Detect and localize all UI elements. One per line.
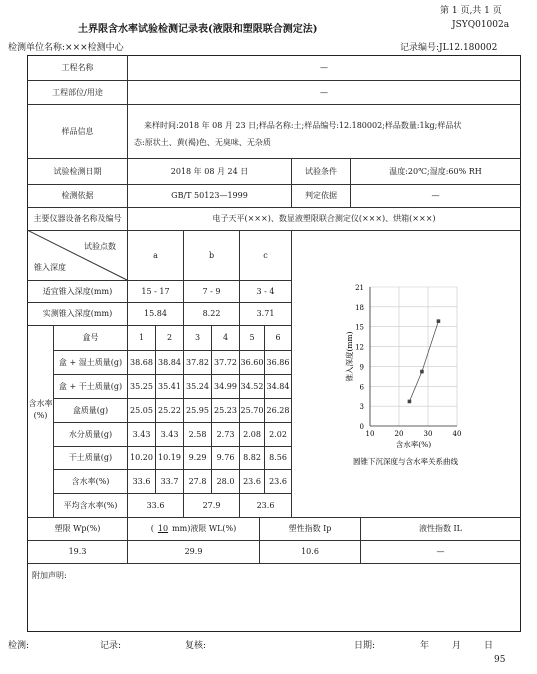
org-label: 检测单位名称: [8, 43, 66, 53]
footer-year: 年 [420, 641, 430, 651]
basis-label: 检测依据 [61, 191, 94, 200]
moisture-group-unit: (%) [33, 411, 48, 420]
test-date-label: 试验检测日期 [53, 166, 102, 176]
box-no-5: 5 [249, 333, 255, 342]
il-value: — [436, 547, 445, 556]
form-code: JSYQ01002a [452, 20, 510, 30]
data-point [420, 370, 424, 374]
water-mass-6: 2.02 [269, 429, 287, 439]
part-label: 工程部位/用途 [52, 87, 103, 97]
org-value: ×××检测中心 [65, 43, 124, 53]
box-no-1: 1 [138, 333, 145, 342]
footer-record: 记录: [100, 641, 122, 651]
basis-value: GB/T 50123—1999 [171, 191, 248, 200]
y-tick-label: 18 [355, 303, 364, 312]
ip-label: 塑性指数 Ip [288, 524, 332, 533]
moisture-label: 含水率(%) [71, 476, 110, 486]
wet-mass-label: 盒 + 湿土质量(g) [58, 357, 123, 367]
box-no-label: 盒号 [82, 333, 99, 342]
wl-label [128, 518, 259, 540]
footer-review: 复核: [185, 641, 207, 651]
dry-box-mass-1: 35.25 [130, 381, 153, 391]
dry-soil-mass-1: 10.20 [130, 453, 153, 462]
wet-mass-4: 37.72 [214, 357, 237, 367]
dry-soil-mass-6: 8.56 [269, 453, 287, 462]
data-point [408, 400, 412, 404]
page-number: 95 [494, 655, 506, 665]
data-point [437, 319, 441, 323]
moisture-1: 33.6 [132, 476, 151, 486]
footer-date: 日期: [354, 641, 376, 651]
corner-bottom: 锥入深度 [34, 263, 66, 272]
wl-label-post: mm)液限 WL(%) [172, 524, 237, 533]
box-mass-5: 25.70 [240, 405, 264, 415]
wet-mass-1: 38.68 [130, 357, 153, 367]
box-no-6: 6 [275, 333, 281, 342]
wl-label-pre: ( [150, 524, 154, 533]
dry-box-mass-6: 34.84 [266, 381, 290, 391]
meas-depth-label: 实测锥入深度(mm) [42, 309, 113, 318]
moisture-group-label [28, 398, 53, 422]
footer-month: 月 [452, 641, 462, 651]
y-tick-label: 12 [355, 343, 364, 352]
ip-value: 10.6 [301, 547, 319, 556]
judge-label: 判定依据 [305, 191, 337, 200]
dry-soil-mass-2: 10.19 [158, 453, 181, 462]
wet-mass-6: 36.86 [266, 357, 290, 367]
meas-depth-a: 15.84 [144, 309, 167, 318]
test-date-value: 2018 年 08 月 24 日 [170, 166, 249, 176]
dry-soil-mass-5: 8.82 [243, 453, 261, 462]
wl-depth: 10 [157, 524, 169, 533]
footer-day: 日 [484, 641, 494, 651]
box-no-4: 4 [222, 333, 229, 342]
avg-moisture-label: 平均含水率(%) [63, 500, 118, 510]
box-no-2: 2 [166, 333, 173, 342]
corner-diagonal [27, 230, 128, 281]
suit-depth-label: 适宜锥入深度(mm) [42, 286, 113, 296]
equipment-value: 电子天平(×××)、数显液塑限联合测定仪(×××)、烘箱(×××) [212, 214, 436, 223]
page-title: 土界限含水率试验检测记录表(液限和塑限联合测定法) [78, 24, 318, 35]
record-no-value: JL12.180002 [439, 43, 498, 53]
point-c: c [263, 250, 268, 260]
condition-label: 试验条件 [305, 166, 337, 176]
depth-moisture-chart [292, 231, 520, 517]
wp-value: 19.3 [68, 547, 87, 556]
water-mass-label: 水分质量(g) [68, 429, 113, 439]
y-tick-label: 3 [359, 403, 364, 412]
wl-value: 29.9 [184, 547, 203, 556]
suit-depth-b: 7 - 9 [202, 286, 221, 296]
sample-value [134, 117, 518, 151]
y-tick-label: 15 [355, 323, 364, 332]
remarks-label: 附加声明: [32, 571, 67, 580]
dry-box-mass-4: 34.99 [214, 381, 237, 391]
corner-top: 试验点数 [84, 242, 116, 251]
wet-mass-5: 36.60 [240, 357, 264, 367]
moisture-group-title: 含水率 [28, 399, 53, 408]
y-axis-label: 锥入深度(mm) [345, 331, 354, 382]
box-mass-1: 25.05 [130, 405, 153, 415]
box-mass-3: 25.95 [186, 405, 209, 415]
sample-value-line1: 来样时间:2018 年 08 月 23 日;样品名称:土;样品编号:12.180002;样品数量:1kg;样品状 [144, 121, 462, 130]
y-tick-label: 9 [359, 363, 364, 372]
sample-value-line2: 态:原状土、黄(褐)色、无臭味、无杂质 [134, 138, 271, 147]
project-name-value: — [320, 63, 328, 72]
x-tick-label: 30 [423, 430, 433, 438]
sample-label: 样品信息 [61, 126, 94, 136]
x-tick-label: 20 [394, 430, 404, 438]
dry-soil-mass-3: 9.29 [188, 453, 207, 462]
box-no-3: 3 [194, 333, 201, 342]
equipment-label: 主要仪器设备名称及编号 [33, 214, 122, 223]
il-label: 液性指数 IL [418, 524, 462, 533]
moisture-3: 27.8 [188, 476, 207, 486]
water-mass-3: 2.58 [188, 429, 207, 439]
moisture-6: 23.6 [269, 476, 287, 486]
part-value: — [320, 87, 328, 97]
dry-soil-mass-4: 9.76 [216, 453, 235, 462]
avg-moisture-b: 27.9 [202, 500, 221, 510]
water-mass-1: 3.43 [132, 429, 151, 439]
box-mass-label: 盒质量(g) [72, 405, 109, 415]
water-mass-2: 3.43 [160, 429, 179, 439]
page-info: 第 1 页,共 1 页 [440, 6, 502, 16]
x-axis-label: 含水率(%) [395, 440, 432, 449]
y-tick-label: 21 [355, 284, 364, 292]
box-mass-2: 25.22 [158, 405, 181, 415]
point-b: b [208, 250, 215, 260]
y-tick-label: 6 [359, 383, 364, 392]
water-mass-4: 2.73 [216, 429, 235, 439]
meas-depth-b: 8.22 [202, 309, 221, 318]
judge-value: — [431, 191, 440, 200]
box-mass-4: 25.23 [214, 405, 237, 415]
dry-box-mass-5: 34.52 [240, 381, 264, 391]
record-no [400, 40, 497, 53]
wp-label: 塑限 Wp(%) [54, 524, 101, 533]
dry-soil-mass-label: 干土质量(g) [68, 453, 113, 462]
moisture-4: 28.0 [216, 476, 235, 486]
avg-moisture-a: 33.6 [146, 500, 165, 510]
suit-depth-c: 3 - 4 [256, 286, 275, 296]
box-mass-6: 26.28 [266, 405, 290, 415]
dry-box-mass-label: 盒 + 干土质量(g) [58, 381, 123, 391]
wet-mass-3: 37.82 [186, 357, 209, 367]
chart-title: 圆锥下沉深度与含水率关系曲线 [353, 457, 458, 466]
footer-inspect: 检测: [8, 641, 30, 651]
condition-value: 温度:20℃;湿度:60% RH [389, 166, 482, 176]
dry-box-mass-2: 35.41 [158, 381, 181, 391]
point-a: a [153, 250, 158, 260]
moisture-5: 23.6 [243, 476, 261, 486]
y-tick-label: 0 [359, 423, 364, 431]
water-mass-5: 2.08 [243, 429, 261, 439]
suit-depth-a: 15 - 17 [141, 286, 170, 296]
record-no-label: 记录编号: [400, 43, 440, 53]
org-line [8, 40, 124, 53]
x-tick-label: 10 [365, 430, 375, 438]
wet-mass-2: 38.84 [158, 357, 181, 367]
avg-moisture-c: 23.6 [256, 500, 275, 510]
dry-box-mass-3: 35.24 [186, 381, 209, 391]
project-name-label: 工程名称 [61, 63, 94, 72]
moisture-2: 33.7 [160, 476, 179, 486]
x-tick-label: 40 [452, 430, 462, 438]
meas-depth-c: 3.71 [256, 309, 275, 318]
series-line [409, 321, 438, 401]
